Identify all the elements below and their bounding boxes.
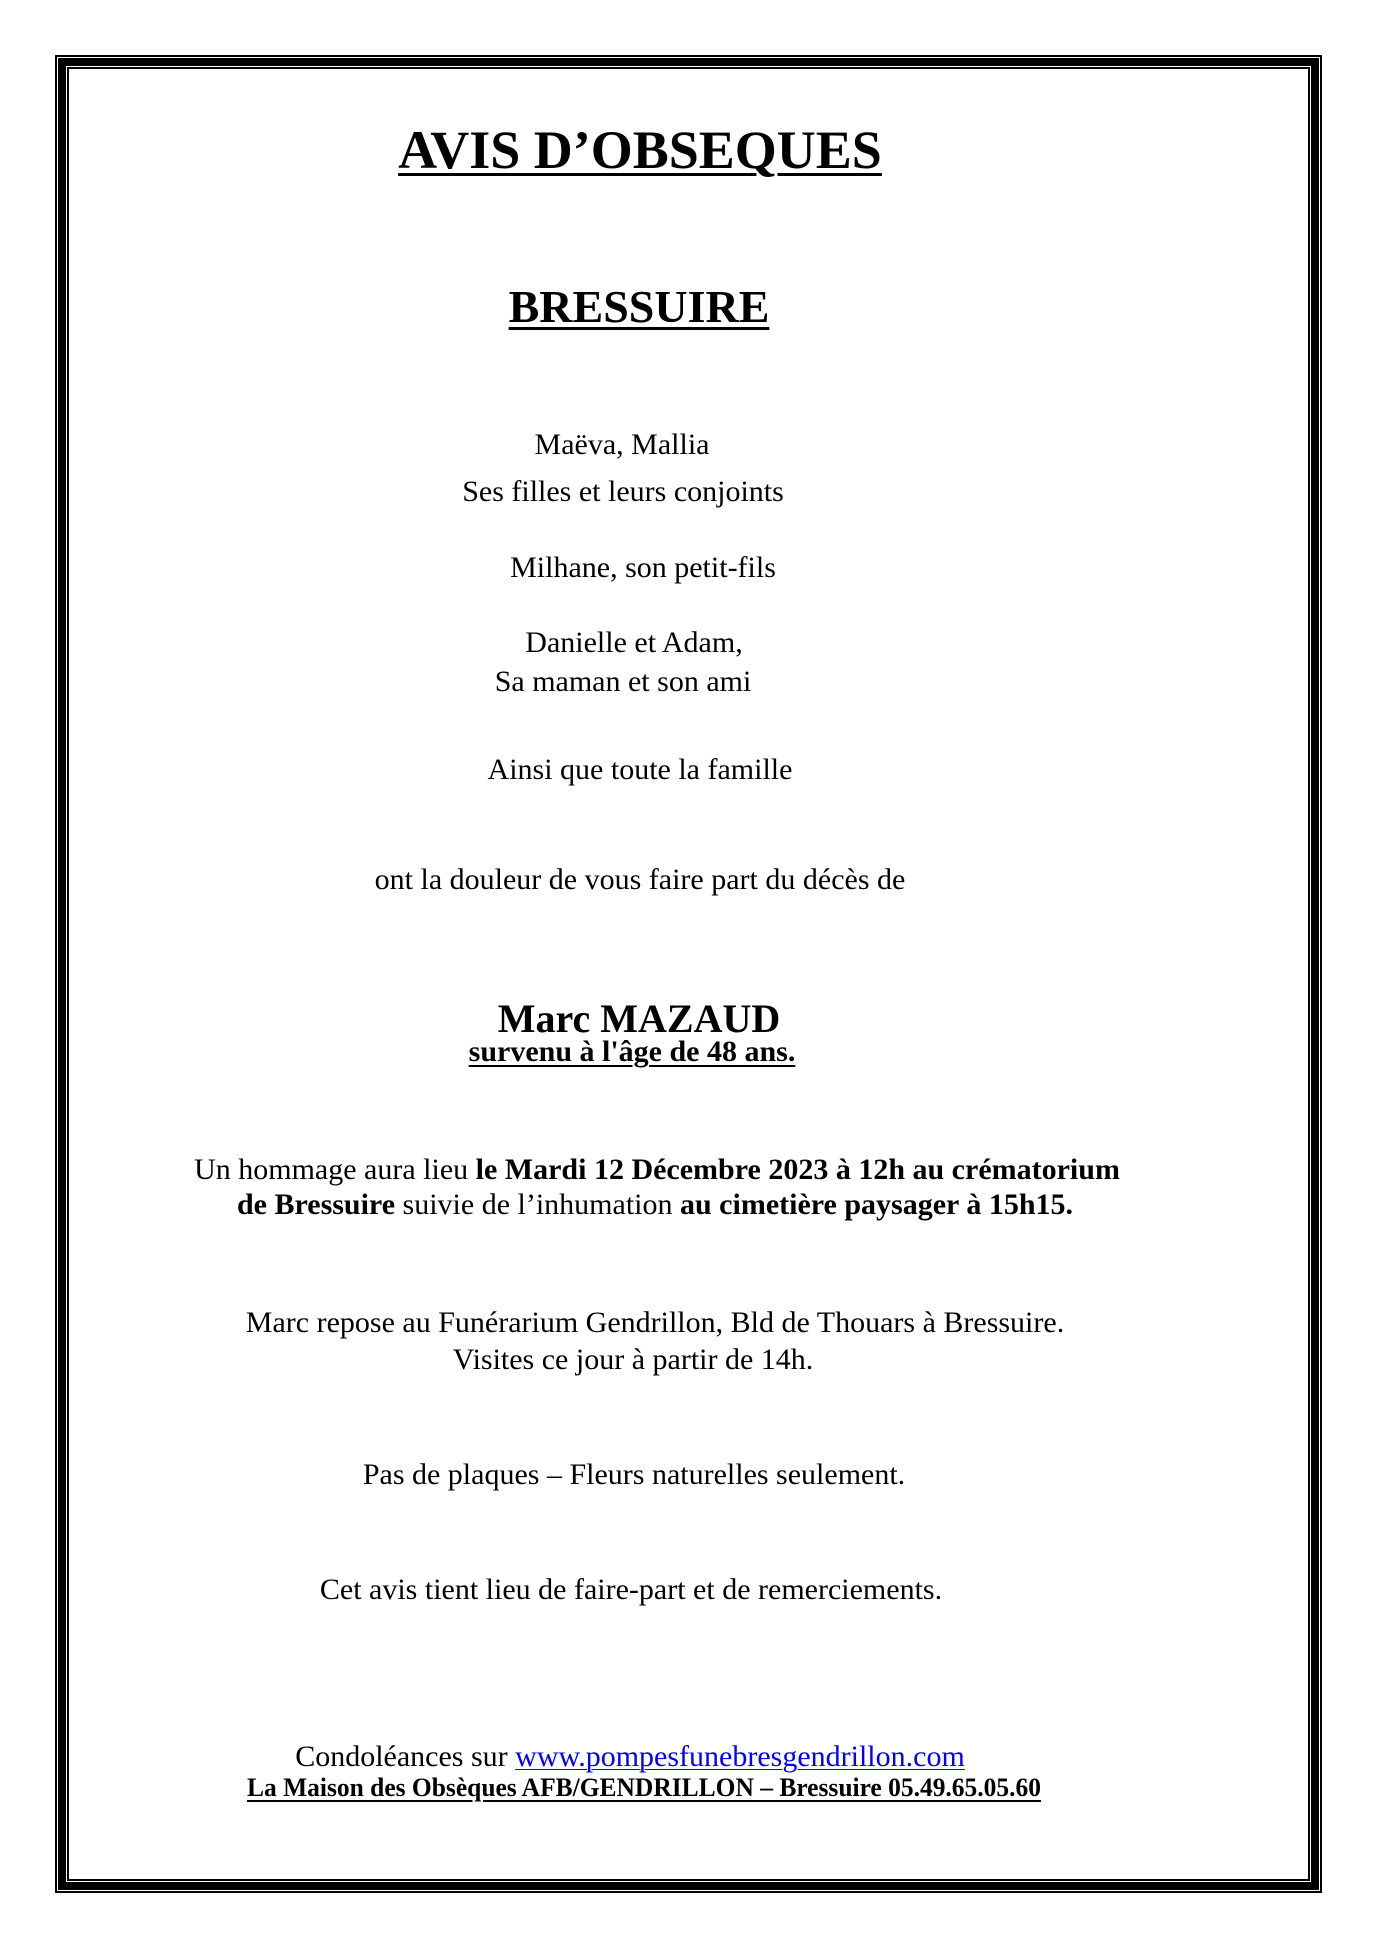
ceremony-city: de Bressuire xyxy=(236,1188,396,1221)
notice-title: AVIS D’OBSEQUES xyxy=(398,120,882,180)
funeral-home-footer: La Maison des Obsèques AFB/GENDRILLON – Bressuire 05.49.65.05.60 xyxy=(246,1773,1041,1802)
ceremony-line-1 xyxy=(57,1155,1257,1185)
ceremony-followed-by: suivie de l’inhumation xyxy=(395,1188,680,1221)
announcement-text: ont la douleur de vous faire part du décès de xyxy=(374,863,906,896)
deceased-name: Marc MAZAUD xyxy=(497,996,781,1041)
flowers-note: Pas de plaques – Fleurs naturelles seulement. xyxy=(362,1458,906,1491)
condolences-label: Condoléances sur xyxy=(295,1740,516,1773)
family-line-daughters: Ses filles et leurs conjoints xyxy=(462,475,784,508)
burial-place-time: au cimetière paysager à 15h15. xyxy=(680,1188,1074,1221)
condolences-website-link[interactable]: www.pompesfunebresgendrillon.com xyxy=(515,1740,965,1773)
family-line-extended: Ainsi que toute la famille xyxy=(487,753,793,786)
visiting-hours: Visites ce jour à partir de 14h. xyxy=(452,1343,814,1376)
family-line-grandson: Milhane, son petit-fils xyxy=(510,551,776,584)
family-line-mother-names: Danielle et Adam, xyxy=(525,626,743,659)
family-line-daughters-names: Maëva, Mallia xyxy=(534,428,710,461)
ceremony-line-2 xyxy=(55,1190,1255,1220)
notice-note: Cet avis tient lieu de faire-part et de remerciements. xyxy=(319,1573,943,1606)
rest-location: Marc repose au Funérarium Gendrillon, Bld de Thouars à Bressuire. xyxy=(245,1306,1065,1339)
condolences-line xyxy=(30,1742,1230,1772)
ceremony-intro: Un hommage aura lieu xyxy=(194,1153,476,1186)
page-border-inner xyxy=(67,67,1310,1881)
family-line-mother: Sa maman et son ami xyxy=(494,665,752,698)
ceremony-date-place: le Mardi 12 Décembre 2023 à 12h au crématorium xyxy=(475,1153,1120,1186)
deceased-age: survenu à l'âge de 48 ans. xyxy=(468,1035,796,1068)
city-heading: BRESSUIRE xyxy=(508,281,770,332)
